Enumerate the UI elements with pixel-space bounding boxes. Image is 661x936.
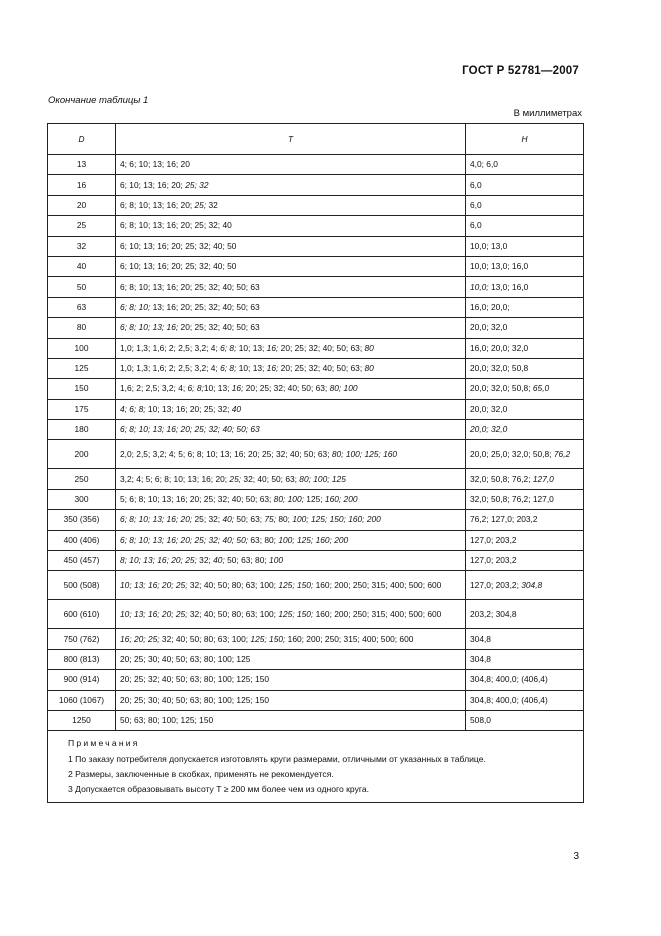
- cell-text: 32,0; 50,8; 76,2;: [470, 473, 533, 484]
- cell-text: 80; 100: [329, 383, 358, 394]
- cell-text: 304,8: [470, 633, 491, 644]
- cell-diameter: 250: [48, 469, 116, 489]
- table-row: [48, 489, 584, 509]
- cell-height-t: [116, 551, 466, 571]
- cell-text: 6; 8; 10; 13; 16; 20; 25; 32; 40: [120, 220, 232, 231]
- cell-text: 32: [206, 199, 218, 210]
- cell-text: 16;: [231, 383, 244, 394]
- cell-diameter: 600 (610): [48, 600, 116, 629]
- cell-text: 1,6; 2; 2,5; 3,2; 4;: [120, 383, 188, 394]
- cell-bore-h: [466, 297, 584, 317]
- cell-height-t: [116, 440, 466, 469]
- cell-text: 6; 8;: [220, 342, 237, 353]
- table-header-row: [48, 124, 584, 155]
- table-caption: Окончание таблицы 1: [48, 95, 149, 106]
- cell-bore-h: [466, 469, 584, 489]
- cell-bore-h: [466, 489, 584, 509]
- notes-cell: [48, 731, 584, 802]
- cell-text: 127,0; 203,2;: [470, 579, 522, 590]
- cell-text: 80; 100;: [273, 494, 304, 505]
- table-row: [48, 277, 584, 297]
- cell-text: 32; 40; 50; 80; 63; 100;: [187, 608, 279, 619]
- cell-height-t: [116, 236, 466, 256]
- cell-text: 10; 13; 16; 20; 25;: [120, 608, 188, 619]
- cell-bore-h: [466, 277, 584, 297]
- cell-text: 20; 25; 32; 40; 50; 63;: [278, 363, 365, 374]
- cell-diameter: 800 (813): [48, 649, 116, 669]
- cell-text: 6; 8; 10; 13; 16; 20;: [120, 514, 193, 525]
- table-row: [48, 649, 584, 669]
- note-item: 2 Размеры, заключенные в скобках, применять не рекомендуется.: [68, 768, 334, 779]
- note-item: 1 По заказу потребителя допускается изготовлять круги размерами, отличными от указанных в таблице.: [68, 753, 486, 764]
- cell-text: 10; 13; 16; 20; 25; 32;: [145, 403, 232, 414]
- table-row: [48, 420, 584, 440]
- cell-text: 75;: [264, 514, 277, 525]
- notes-title: Примечания: [68, 738, 140, 749]
- cell-text: 80; 100; 125; 160: [331, 448, 398, 459]
- cell-diameter: 1250: [48, 710, 116, 730]
- cell-text: 20,0; 32,0; 50,8;: [470, 383, 533, 394]
- cell-bore-h: [466, 600, 584, 629]
- table-row: [48, 155, 584, 175]
- cell-bore-h: [466, 690, 584, 710]
- standard-code: ГОСТ Р 52781—2007: [462, 65, 579, 77]
- cell-text: 160; 200; 250; 315; 400; 500; 600: [313, 608, 442, 619]
- cell-text: 16,0; 20,0; 32,0: [470, 342, 529, 353]
- cell-text: 25; 32;: [192, 514, 223, 525]
- cell-diameter: 40: [48, 256, 116, 276]
- cell-text: 6,0: [470, 199, 482, 210]
- cell-text: 125; 150;: [278, 608, 314, 619]
- cell-diameter: 13: [48, 155, 116, 175]
- cell-text: 10; 13; 16; 20; 25;: [120, 579, 188, 590]
- cell-text: 20,0; 32,0: [470, 424, 508, 435]
- cell-text: 13; 16; 20; 25; 32; 40; 50; 63: [150, 301, 260, 312]
- cell-text: 4; 6; 10; 13; 16; 20: [120, 159, 190, 170]
- cell-bore-h: [466, 318, 584, 338]
- cell-text: 76,2; 127,0; 203,2: [470, 514, 538, 525]
- cell-bore-h: [466, 195, 584, 215]
- dimensions-table: [47, 123, 584, 803]
- cell-diameter: 400 (406): [48, 530, 116, 550]
- cell-text: 6; 8; 10; 13; 16;: [120, 322, 179, 333]
- cell-text: 20; 25; 30; 40; 50; 63; 80; 100; 125; 150: [120, 694, 270, 705]
- cell-text: 32;: [196, 555, 214, 566]
- cell-height-t: [116, 420, 466, 440]
- cell-text: 16; 20; 25;: [120, 633, 160, 644]
- cell-text: 6; 8; 10; 13; 16; 20;: [120, 199, 195, 210]
- cell-diameter: 200: [48, 440, 116, 469]
- table-row: [48, 469, 584, 489]
- cell-diameter: 500 (508): [48, 571, 116, 600]
- cell-height-t: [116, 530, 466, 550]
- cell-text: 65,0: [532, 383, 550, 394]
- cell-bore-h: [466, 338, 584, 358]
- table-row: [48, 600, 584, 629]
- cell-height-t: [116, 256, 466, 276]
- cell-text: 50; 63; 80; 100; 125; 150: [120, 715, 214, 726]
- column-header-d: D: [48, 124, 116, 155]
- cell-text: 1,0; 1,3; 1,6; 2; 2,5; 3,2; 4;: [120, 342, 221, 353]
- cell-text: 508,0: [470, 715, 491, 726]
- table-row: [48, 216, 584, 236]
- cell-text: 50; 63;: [234, 514, 265, 525]
- cell-height-t: [116, 358, 466, 378]
- table-row: [48, 399, 584, 419]
- cell-text: 8; 10; 13; 16; 20; 25;: [120, 555, 197, 566]
- cell-text: 6; 8;: [187, 383, 204, 394]
- cell-diameter: 63: [48, 297, 116, 317]
- table-row: [48, 358, 584, 378]
- cell-text: 20; 25; 32; 40; 50; 63: [178, 322, 260, 333]
- cell-text: 20; 25; 30; 40; 50; 63; 80; 100; 125: [120, 654, 251, 664]
- cell-diameter: 16: [48, 175, 116, 195]
- cell-text: 32,0; 50,8; 76,2; 127,0: [470, 494, 554, 505]
- cell-text: 3,2; 4; 5; 6; 8; 10; 13; 16; 20;: [120, 473, 230, 484]
- cell-height-t: [116, 649, 466, 669]
- cell-text: 25; 32: [185, 179, 209, 190]
- notes-row: [48, 731, 584, 802]
- cell-text: 40: [231, 403, 242, 414]
- table-row: [48, 629, 584, 649]
- cell-bore-h: [466, 379, 584, 399]
- cell-text: 6,0: [470, 220, 482, 231]
- cell-text: 304,8: [470, 654, 491, 664]
- cell-text: 6; 8; 10; 13; 16; 20; 25; 32; 40; 50;: [120, 534, 249, 545]
- cell-height-t: [116, 489, 466, 509]
- cell-height-t: [116, 297, 466, 317]
- cell-height-t: [116, 510, 466, 530]
- cell-text: 125;: [303, 494, 325, 505]
- cell-text: 63; 80;: [248, 534, 279, 545]
- cell-text: 304,8; 400,0; (406,4): [470, 694, 548, 705]
- table-row: [48, 690, 584, 710]
- cell-bore-h: [466, 399, 584, 419]
- cell-bore-h: [466, 236, 584, 256]
- cell-bore-h: [466, 551, 584, 571]
- cell-text: 304,8; 400,0; (406,4): [470, 674, 548, 685]
- table-row: [48, 670, 584, 690]
- cell-diameter: 150: [48, 379, 116, 399]
- column-header-t: T: [116, 124, 466, 155]
- cell-text: 160; 200; 250; 315; 400; 500; 600: [313, 579, 442, 590]
- cell-text: 160; 200; 250; 315; 400; 500; 600: [285, 633, 414, 644]
- table-row: [48, 318, 584, 338]
- cell-height-t: [116, 710, 466, 730]
- cell-text: 6,0: [470, 179, 482, 190]
- cell-bore-h: [466, 256, 584, 276]
- units-label: В миллиметрах: [513, 108, 582, 119]
- cell-diameter: 32: [48, 236, 116, 256]
- cell-diameter: 180: [48, 420, 116, 440]
- cell-text: 10; 13;: [236, 342, 267, 353]
- cell-height-t: [116, 318, 466, 338]
- cell-text: 80: [364, 342, 374, 353]
- cell-text: 20; 25; 32; 40; 50; 63;: [243, 383, 330, 394]
- cell-diameter: 900 (914): [48, 670, 116, 690]
- table-row: [48, 297, 584, 317]
- cell-diameter: 175: [48, 399, 116, 419]
- table-row: [48, 236, 584, 256]
- cell-text: 76,2: [553, 448, 571, 459]
- cell-height-t: [116, 195, 466, 215]
- cell-diameter: 25: [48, 216, 116, 236]
- cell-diameter: 100: [48, 338, 116, 358]
- cell-diameter: 450 (457): [48, 551, 116, 571]
- cell-text: 6; 8; 10; 13; 16; 20; 25; 32; 40; 50; 63: [120, 281, 260, 292]
- cell-bore-h: [466, 155, 584, 175]
- table-row: [48, 256, 584, 276]
- cell-bore-h: [466, 216, 584, 236]
- cell-text: 20; 25; 32; 40; 50; 63; 80; 100; 125; 150: [120, 674, 270, 685]
- cell-text: 6; 10; 13; 16; 20; 25; 32; 40; 50: [120, 261, 237, 272]
- cell-text: 100; 125; 160; 200: [278, 534, 349, 545]
- cell-text: 100: [269, 555, 284, 566]
- table-row: [48, 571, 584, 600]
- cell-text: 6; 10; 13; 16; 20; 25; 32; 40; 50: [120, 240, 237, 251]
- cell-text: 16;: [266, 342, 279, 353]
- cell-diameter: 350 (356): [48, 510, 116, 530]
- cell-text: 40;: [222, 514, 235, 525]
- table-row: [48, 710, 584, 730]
- cell-height-t: [116, 399, 466, 419]
- cell-text: 10,0;: [470, 281, 489, 292]
- cell-bore-h: [466, 629, 584, 649]
- table-row: [48, 510, 584, 530]
- note-item: 3 Допускается образовывать высоту T ≥ 200 мм более чем из одного круга.: [68, 784, 370, 795]
- cell-text: 2,0; 2,5; 3,2; 4; 5; 6; 8; 10; 13; 16; 20; 25; 32; 40; 50; 63;: [120, 448, 332, 459]
- cell-height-t: [116, 600, 466, 629]
- cell-text: 127,0; 203,2: [470, 534, 517, 545]
- cell-text: 20,0; 25,0; 32,0; 50,8;: [470, 448, 554, 459]
- cell-height-t: [116, 338, 466, 358]
- table-row: [48, 551, 584, 571]
- cell-text: 125; 150;: [250, 633, 286, 644]
- cell-text: 20,0; 32,0: [470, 322, 508, 333]
- cell-text: 50; 63; 80;: [224, 555, 270, 566]
- cell-height-t: [116, 690, 466, 710]
- cell-text: 100; 125; 150; 160; 200: [292, 514, 381, 525]
- cell-text: 125; 150;: [278, 579, 314, 590]
- cell-text: 80; 100; 125: [299, 473, 346, 484]
- cell-height-t: [116, 155, 466, 175]
- column-header-h: H: [466, 124, 584, 155]
- cell-diameter: 125: [48, 358, 116, 378]
- table-row: [48, 440, 584, 469]
- cell-text: 20,0; 32,0: [470, 403, 508, 414]
- cell-text: 25;: [229, 473, 242, 484]
- cell-text: 80: [364, 363, 374, 374]
- cell-text: 4,0; 6,0: [470, 159, 498, 170]
- cell-diameter: 20: [48, 195, 116, 215]
- cell-text: 160; 200: [324, 494, 358, 505]
- cell-bore-h: [466, 710, 584, 730]
- cell-diameter: 50: [48, 277, 116, 297]
- cell-text: 16,0; 20,0;: [470, 301, 510, 312]
- cell-text: 127,0; 203,2: [470, 555, 517, 566]
- cell-text: 10,0; 13,0; 16,0: [470, 261, 529, 272]
- table-row: [48, 338, 584, 358]
- cell-text: 20; 25; 32; 40; 50; 63;: [278, 342, 365, 353]
- cell-height-t: [116, 277, 466, 297]
- cell-text: 6; 8;: [220, 363, 237, 374]
- cell-height-t: [116, 571, 466, 600]
- cell-text: 32; 40; 50; 63;: [241, 473, 300, 484]
- cell-height-t: [116, 379, 466, 399]
- cell-text: 32; 40; 50; 80; 63; 100;: [159, 633, 251, 644]
- cell-text: 4; 6; 8;: [120, 403, 146, 414]
- cell-diameter: 750 (762): [48, 629, 116, 649]
- cell-text: 304,8: [521, 579, 543, 590]
- cell-text: 80;: [276, 514, 293, 525]
- cell-bore-h: [466, 175, 584, 195]
- cell-bore-h: [466, 530, 584, 550]
- cell-text: 6; 8; 10;: [120, 301, 151, 312]
- cell-text: 32; 40; 50; 80; 63; 100;: [187, 579, 279, 590]
- table-row: [48, 195, 584, 215]
- cell-bore-h: [466, 571, 584, 600]
- page-number: 3: [573, 851, 579, 862]
- table-row: [48, 175, 584, 195]
- cell-height-t: [116, 670, 466, 690]
- cell-text: 40;: [213, 555, 225, 566]
- cell-text: 25;: [194, 199, 207, 210]
- cell-text: 13,0; 16,0: [488, 281, 529, 292]
- cell-text: 6; 8; 10; 13; 16; 20; 25; 32; 40; 50; 63: [120, 424, 260, 435]
- cell-text: 16;: [266, 363, 279, 374]
- cell-bore-h: [466, 649, 584, 669]
- table-row: [48, 530, 584, 550]
- cell-text: 5; 6; 8; 10; 13; 16; 20; 25; 32; 40; 50; 63;: [120, 494, 274, 505]
- cell-height-t: [116, 629, 466, 649]
- cell-diameter: 80: [48, 318, 116, 338]
- cell-text: 10; 13;: [236, 363, 267, 374]
- cell-bore-h: [466, 670, 584, 690]
- cell-text: 10; 13;: [203, 383, 232, 394]
- cell-text: 203,2; 304,8: [470, 608, 517, 619]
- cell-text: 1,0; 1,3; 1,6; 2; 2,5; 3,2; 4;: [120, 363, 221, 374]
- cell-bore-h: [466, 440, 584, 469]
- cell-height-t: [116, 216, 466, 236]
- table-row: [48, 379, 584, 399]
- cell-height-t: [116, 175, 466, 195]
- cell-bore-h: [466, 358, 584, 378]
- cell-diameter: 1060 (1067): [48, 690, 116, 710]
- cell-diameter: 300: [48, 489, 116, 509]
- cell-text: 20,0; 32,0; 50,8: [470, 363, 529, 374]
- cell-bore-h: [466, 420, 584, 440]
- cell-bore-h: [466, 510, 584, 530]
- cell-height-t: [116, 469, 466, 489]
- cell-text: 10,0; 13,0: [470, 240, 508, 251]
- cell-text: 127,0: [532, 473, 554, 484]
- cell-text: 6; 10; 13; 16; 20;: [120, 179, 186, 190]
